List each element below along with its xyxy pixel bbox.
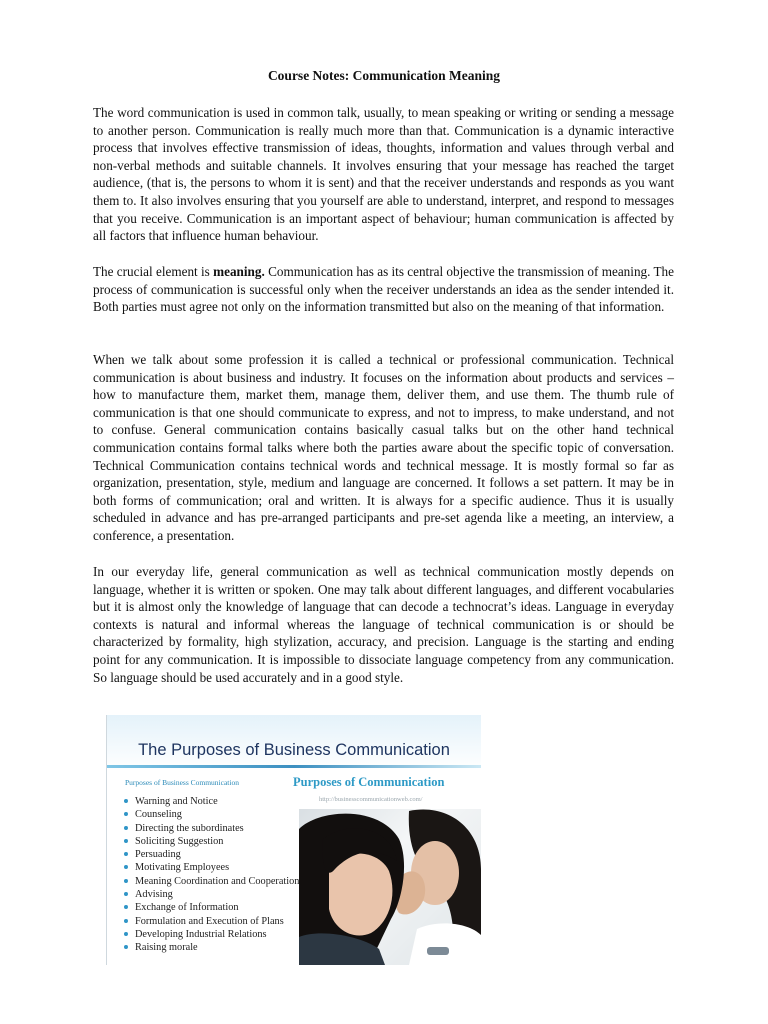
bullet-dot-icon	[124, 826, 128, 830]
slide-title: The Purposes of Business Communication	[138, 741, 450, 759]
bullet-dot-icon	[124, 879, 128, 883]
slide-photo-heading: Purposes of Communication	[293, 775, 445, 789]
purpose-list-item	[123, 888, 313, 901]
slide-source-url: http://businesscommunicationweb.com/	[319, 796, 423, 803]
document-title: Course Notes: Communication Meaning	[267, 68, 501, 83]
purpose-list-item-text: Motivating Employees	[135, 862, 230, 874]
bullet-dot-icon	[124, 945, 128, 949]
paragraph-meaning-keyword: meaning.	[213, 264, 265, 279]
purpose-list-item-text: Developing Industrial Relations	[135, 928, 267, 940]
paragraph-meaning-lead: The crucial element is	[93, 264, 214, 279]
purpose-list-item-text: Advising	[135, 889, 173, 901]
slide-list-heading: Purposes of Business Communication	[125, 778, 239, 787]
bullet-dot-icon	[124, 799, 128, 803]
purpose-list-item-text: Directing the subordinates	[135, 822, 244, 834]
slide-divider	[107, 765, 481, 768]
purpose-list-item-text: Warning and Notice	[135, 796, 218, 807]
purpose-list-item	[123, 808, 313, 821]
purpose-list-item	[123, 795, 313, 808]
purpose-list-item	[123, 835, 313, 848]
paragraph-definition: The word communication is used in common talk, usually, to mean speaking or writing or sending a message to another person. Communication is really much more than that. Communication is a dynamic interactive process that involves effective transmission of ideas, thoughts, information and values through verbal and non-verbal methods and suitable channels. It involves ensuring that your message has reached the target audience, (that is, the persons to whom it is sent) and that the receiver understands and responds as you want them to. It also involves ensuring that you yourself are able to understand, interpret, and respond to messages that you receive. Communication is an important aspect of behaviour; human communication is affected by all factors that influence human behaviour.	[93, 105, 674, 244]
purpose-list-item	[123, 861, 313, 874]
two-women-whispering-photo	[299, 809, 481, 965]
paragraph-technical-communication: When we talk about some profession it is called a technical or professional communication. Technical communication is about business and industry. It focuses on the information about products and services – how to manufacture them, market them, manage them, deliver them, and use them. The thumb rule of communication is that one should communicate to express, and not to impress, to make understand, and not to confuse. General communication contains basically casual talks but on the other hand technical communication contains formal talks where both the parties aware about the specific topic of conversation. Technical Communication contains technical words and technical message. It is mostly formal so far as organization, presentation, style, medium and language are concerned. It follows a set pattern. It may be in both forms of communication; oral and written. It is always for a specific audience. Thus it is usually scheduled in advance and has pre-arranged participants and pre-set agenda like a meeting, an interview, a conference, a presentation.	[93, 352, 674, 543]
purpose-list-item	[123, 875, 313, 888]
purpose-list-item	[123, 941, 313, 954]
bullet-dot-icon	[124, 932, 128, 936]
purpose-list-item	[123, 915, 313, 928]
purpose-list-item-text: Meaning Coordination and Cooperation	[135, 875, 300, 887]
purpose-list-item	[123, 928, 313, 941]
paragraph-meaning	[93, 263, 674, 316]
purpose-list-item-text: Raising morale	[135, 942, 198, 954]
purpose-list-item-text: Soliciting Suggestion	[135, 835, 224, 847]
paragraph-meaning-rest: Communication has as its central objective the transmission of meaning. The process of communication is successful only when the receiver understands an idea as the sender intended it. Both parties must agree not only on the information transmitted but also on the meaning of that information.	[93, 264, 674, 315]
purpose-list-item-text: Persuading	[135, 849, 181, 861]
purpose-list-item-text: Exchange of Information	[135, 902, 239, 914]
paragraph-language: In our everyday life, general communication as well as technical communication mostly depends on language, whether it is written or spoken. One may talk about different languages, and different vocabularies but it is almost only the knowledge of language that can decode a technocrat’s ideas. Language in everyday contexts is natural and informal whereas the language of technical communication is or should be characterized by formality, high stylization, accuracy, and precision. Language is the starting and ending point for any communication. It is impossible to dissociate language competency from any communication. So language should be used accurately and in a good style.	[93, 564, 674, 685]
purpose-list-item-text: Formulation and Execution of Plans	[135, 915, 284, 927]
purpose-list-item	[123, 822, 313, 835]
purposes-list	[123, 795, 313, 955]
bullet-dot-icon	[124, 812, 128, 816]
bullet-dot-icon	[124, 852, 128, 856]
bullet-dot-icon	[124, 905, 128, 909]
purpose-list-item	[123, 901, 313, 914]
bullet-dot-icon	[124, 892, 128, 896]
whispering-illustration	[299, 809, 481, 965]
bullet-dot-icon	[124, 839, 128, 843]
bullet-dot-icon	[124, 865, 128, 869]
purpose-list-item-text: Counseling	[135, 809, 182, 821]
bullet-dot-icon	[124, 919, 128, 923]
purpose-list-item	[123, 848, 313, 861]
purposes-slide-image	[106, 715, 481, 965]
